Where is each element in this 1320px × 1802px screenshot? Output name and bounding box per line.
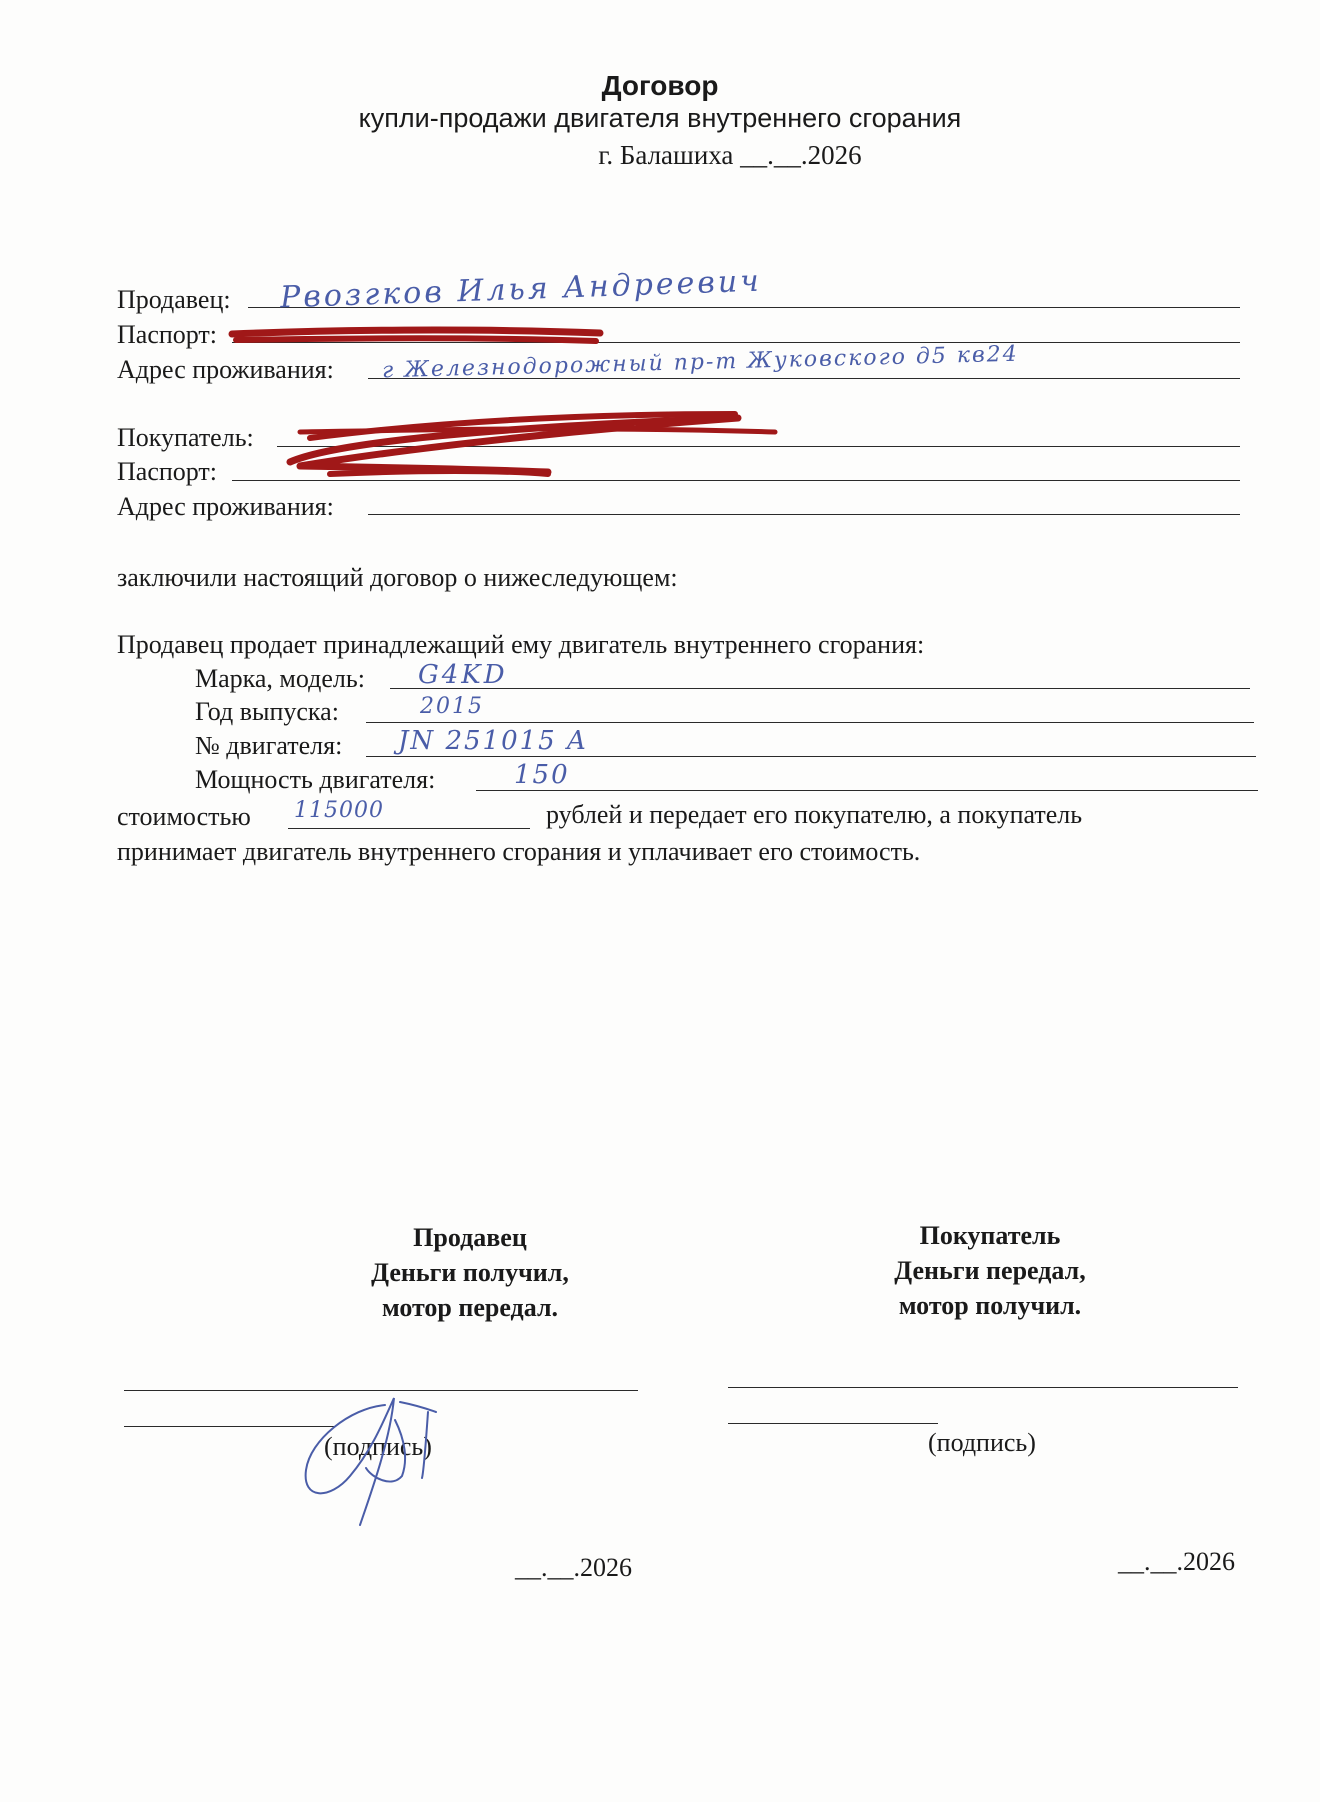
seller-sign-caption: (подпись)	[324, 1432, 432, 1461]
engine-year-label: Год выпуска:	[195, 697, 339, 726]
intro-text: заключили настоящий договор о нижеследующем:	[117, 563, 678, 592]
engine-model-label: Марка, модель:	[195, 664, 365, 693]
buyer-name-sign-line	[728, 1387, 1238, 1388]
price-text-line2: принимает двигатель внутреннего сгорания и уплачивает его стоимость.	[117, 837, 921, 866]
buyer-date: __.__.2026	[1118, 1547, 1235, 1576]
buyer-motor-received: мотор получил.	[898, 1291, 1082, 1320]
place-date: г. Балашиха __.__.2026	[598, 140, 862, 170]
engine-power-label: Мощность двигателя:	[195, 765, 436, 794]
seller-motor-handed: мотор передал.	[381, 1293, 559, 1322]
buyer-sign-caption: (подпись)	[928, 1428, 1036, 1457]
seller-passport-label: Паспорт:	[117, 320, 218, 349]
price-handwritten: 115000	[294, 798, 384, 823]
seller-address-label: Адрес проживания:	[117, 355, 334, 384]
seller-name-handwritten: Рвозгков Илья Андреевич	[279, 263, 763, 316]
buyer-passport-label: Паспорт:	[117, 457, 218, 486]
engine-year-handwritten: 2015	[420, 694, 484, 719]
engine-power-handwritten: 150	[514, 760, 570, 790]
sells-text: Продавец продает принадлежащий ему двигатель внутреннего сгорания:	[117, 630, 925, 659]
engine-number-label: № двигателя:	[195, 731, 343, 760]
document-subtitle: купли-продажи двигателя внутреннего сгорания	[358, 103, 962, 133]
price-label: стоимостью	[117, 802, 251, 831]
document-title: Договор	[601, 70, 719, 101]
buyer-label: Покупатель:	[117, 423, 254, 452]
buyer-money-handed: Деньги передал,	[894, 1256, 1086, 1285]
price-text-line1: рублей и передает его покупателю, а покупатель	[546, 800, 1083, 829]
seller-role: Продавец	[413, 1223, 527, 1252]
seller-address-handwritten: г Железнодорожный пр-т Жуковского д5 кв24	[381, 341, 1020, 384]
seller-money-received: Деньги получил,	[371, 1258, 569, 1287]
seller-label: Продавец:	[117, 285, 231, 314]
buyer-role: Покупатель	[919, 1221, 1061, 1250]
engine-number-handwritten: JN 251015 A	[398, 726, 588, 756]
engine-model-handwritten: G4KD	[418, 660, 508, 690]
buyer-sign-line	[728, 1423, 938, 1424]
seller-date: __.__.2026	[515, 1553, 632, 1582]
buyer-address-label: Адрес проживания:	[117, 492, 334, 521]
